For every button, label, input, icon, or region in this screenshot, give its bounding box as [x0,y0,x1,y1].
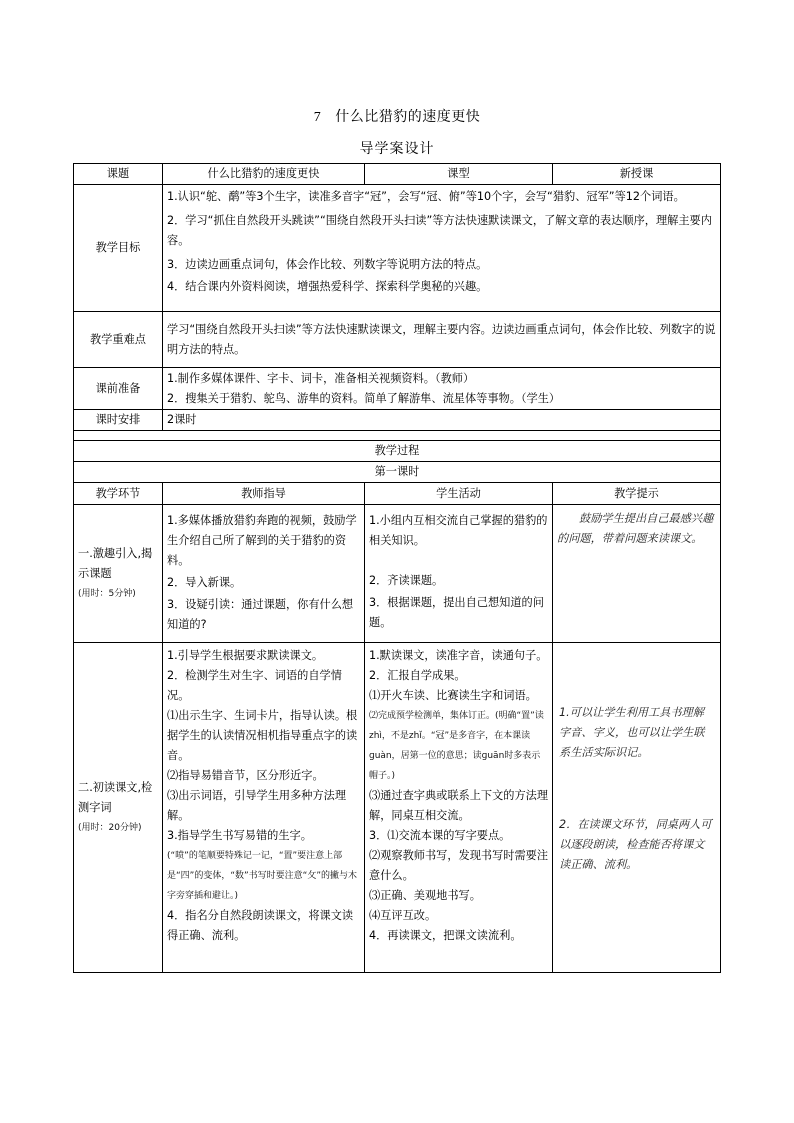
preparation-item: 1.制作多媒体课件、字卡、词卡，准备相关视频资料。（教师） [167,371,475,385]
student-item: 1.小组内互相交流自己掌握的猎豹的相关知识。 [369,514,548,547]
objectives-row [74,185,721,312]
step1-student [365,505,553,643]
schedule-row [74,410,721,431]
header-teacher: 教师指导 [163,483,365,505]
student-item: 3．⑴交流本课的写字要点。 [369,829,511,842]
process-title: 教学过程 [74,441,721,462]
topic-label: 课题 [74,164,163,185]
teacher-item: ⑵指导易错音节，区分形近字。 [167,769,324,782]
student-item: 3．根据课题，提出自己想知道的问题。 [369,596,544,629]
student-item: ⑶通过查字典或联系上下文的方法理解，同桌互相交流。 [369,789,549,822]
objective-item: 4．结合课内外资料阅读，增强热爱科学、探索科学奥秘的兴趣。 [167,280,488,293]
teacher-item: 3.指导学生书写易错的生字。 [167,829,312,842]
type-value: 新授课 [553,164,721,185]
process-title-row [74,441,721,462]
step1-hint: 鼓励学生提出自己最感兴趣的问题，带着问题来读课文。 [553,505,721,643]
step2-hints [553,643,721,973]
page-title [0,106,794,126]
objective-item: 2．学习“抓住自然段开头跳读”“围绕自然段开头扫读”等方法快速默读课文，了解文章的表达顺序，理解主要内容。 [167,214,712,247]
lesson-number: 7 [313,110,322,125]
student-item: ⑵观察教师书写，发现书写时需要注意什么。 [369,849,549,882]
preparation-label: 课前准备 [74,368,163,410]
student-note: ⑵完成预学检测单，集体订正。(明确“置”读zhì，不是zhǐ。“冠”是多音字，在本课读ɡuàn，居第一位的意思；读ɡuān时多表示帽子。) [369,711,544,781]
student-item: ⑴开火车读、比赛读生字和词语。 [369,689,537,702]
teacher-note: (“喷”的笔顺要特殊记一记，“置”要注意上部是“四”的变体，“数”书写时要注意“攵”的撇与木字旁穿插和避让。) [167,851,357,901]
lesson-row [74,462,721,483]
page-subtitle: 导学案设计 [359,141,435,157]
preparation-content [163,368,721,410]
teacher-item: ⑴出示生字、生词卡片，指导认读。根据学生的认读情况相机指导重点字的读音。 [167,709,358,762]
teacher-item: 4．指名分自然段朗读课文，将课文读得正确、流利。 [167,909,354,942]
student-item: 2．齐读课题。 [369,574,444,587]
step2-time: (用时：20分钟) [78,822,142,833]
lesson-title: 什么比猎豹的速度更快 [335,109,481,125]
lesson-plan-table [73,163,721,973]
step1-name-cell [74,505,163,643]
preparation-item: 2．搜集关于猎豹、鸵鸟、游隼的资料。简单了解游隼、流星体等事物。（学生） [167,391,561,405]
teacher-item: 1.引导学生根据要求默读课文。 [167,649,324,662]
process-header-row [74,483,721,505]
key-points-row [74,312,721,368]
info-row [74,164,721,185]
student-item: ⑷互评互改。 [369,909,437,922]
spacer-row [74,431,721,441]
step2-hint2: 2．在读课文环节，同桌两人可以逐段朗读，检查能否将课文读正确、流利。 [559,818,712,871]
step2-name-cell [74,643,163,973]
student-item: 4．再读课文，把课文读流利。 [369,929,522,942]
teacher-item: ⑶出示词语，引导学生用多种方法理解。 [167,789,347,822]
step2-hint1: 1.可以让学生利用工具书理解字音、字义，也可以让学生联系生活实际识记。 [559,706,705,759]
spacer-cell [74,431,721,441]
step1-teacher [163,505,365,643]
step2-row [74,643,721,973]
header-student: 学生活动 [365,483,553,505]
schedule-label: 课时安排 [74,410,163,431]
header-hint: 教学提示 [553,483,721,505]
schedule-value: 2课时 [163,410,721,431]
teacher-item: 1.多媒体播放猎豹奔跑的视频，鼓励学生介绍自己所了解到的关于猎豹的资料。 [167,514,357,567]
step2-student [365,643,553,973]
step2-teacher [163,643,365,973]
type-label: 课型 [365,164,553,185]
teacher-item: 2．检测学生对生字、词语的自学情况。 [167,669,342,702]
preparation-row [74,368,721,410]
step1-row [74,505,721,643]
student-item: 2．汇报自学成果。 [369,669,466,682]
objective-item: 3．边读边画重点词句，体会作比较、列数字等说明方法的特点。 [167,258,488,271]
step1-time: (用时：5分钟) [78,588,136,599]
key-points-text: 学习“围绕自然段开头扫读”等方法快速默读课文，理解主要内容。边读边画重点词句，体会作比较、列数字的说明方法的特点。 [163,312,721,368]
teacher-item: 2．导入新课。 [167,576,242,589]
key-points-label: 教学重难点 [74,312,163,368]
student-item: 1.默读课文，读准字音，读通句子。 [369,649,548,662]
header-step: 教学环节 [74,483,163,505]
step2-name: 二.初读课文,检测字词 [78,780,153,814]
student-item: ⑶正确、美观地书写。 [369,889,481,902]
step1-name: 一.激趣引入,揭示课题 [78,546,153,580]
objectives-content [163,185,721,312]
topic-value: 什么比猎豹的速度更快 [163,164,365,185]
teacher-item: 3．设疑引读：通过课题，你有什么想知道的? [167,598,354,631]
lesson-label: 第一课时 [74,462,721,483]
objective-item: 1.认识“鸵、鹬”等3个生字，读准多音字“冠”，会写“冠、俯”等10个字，会写“猎豹、冠军”等12个词语。 [167,190,685,203]
objectives-label: 教学目标 [74,185,163,312]
